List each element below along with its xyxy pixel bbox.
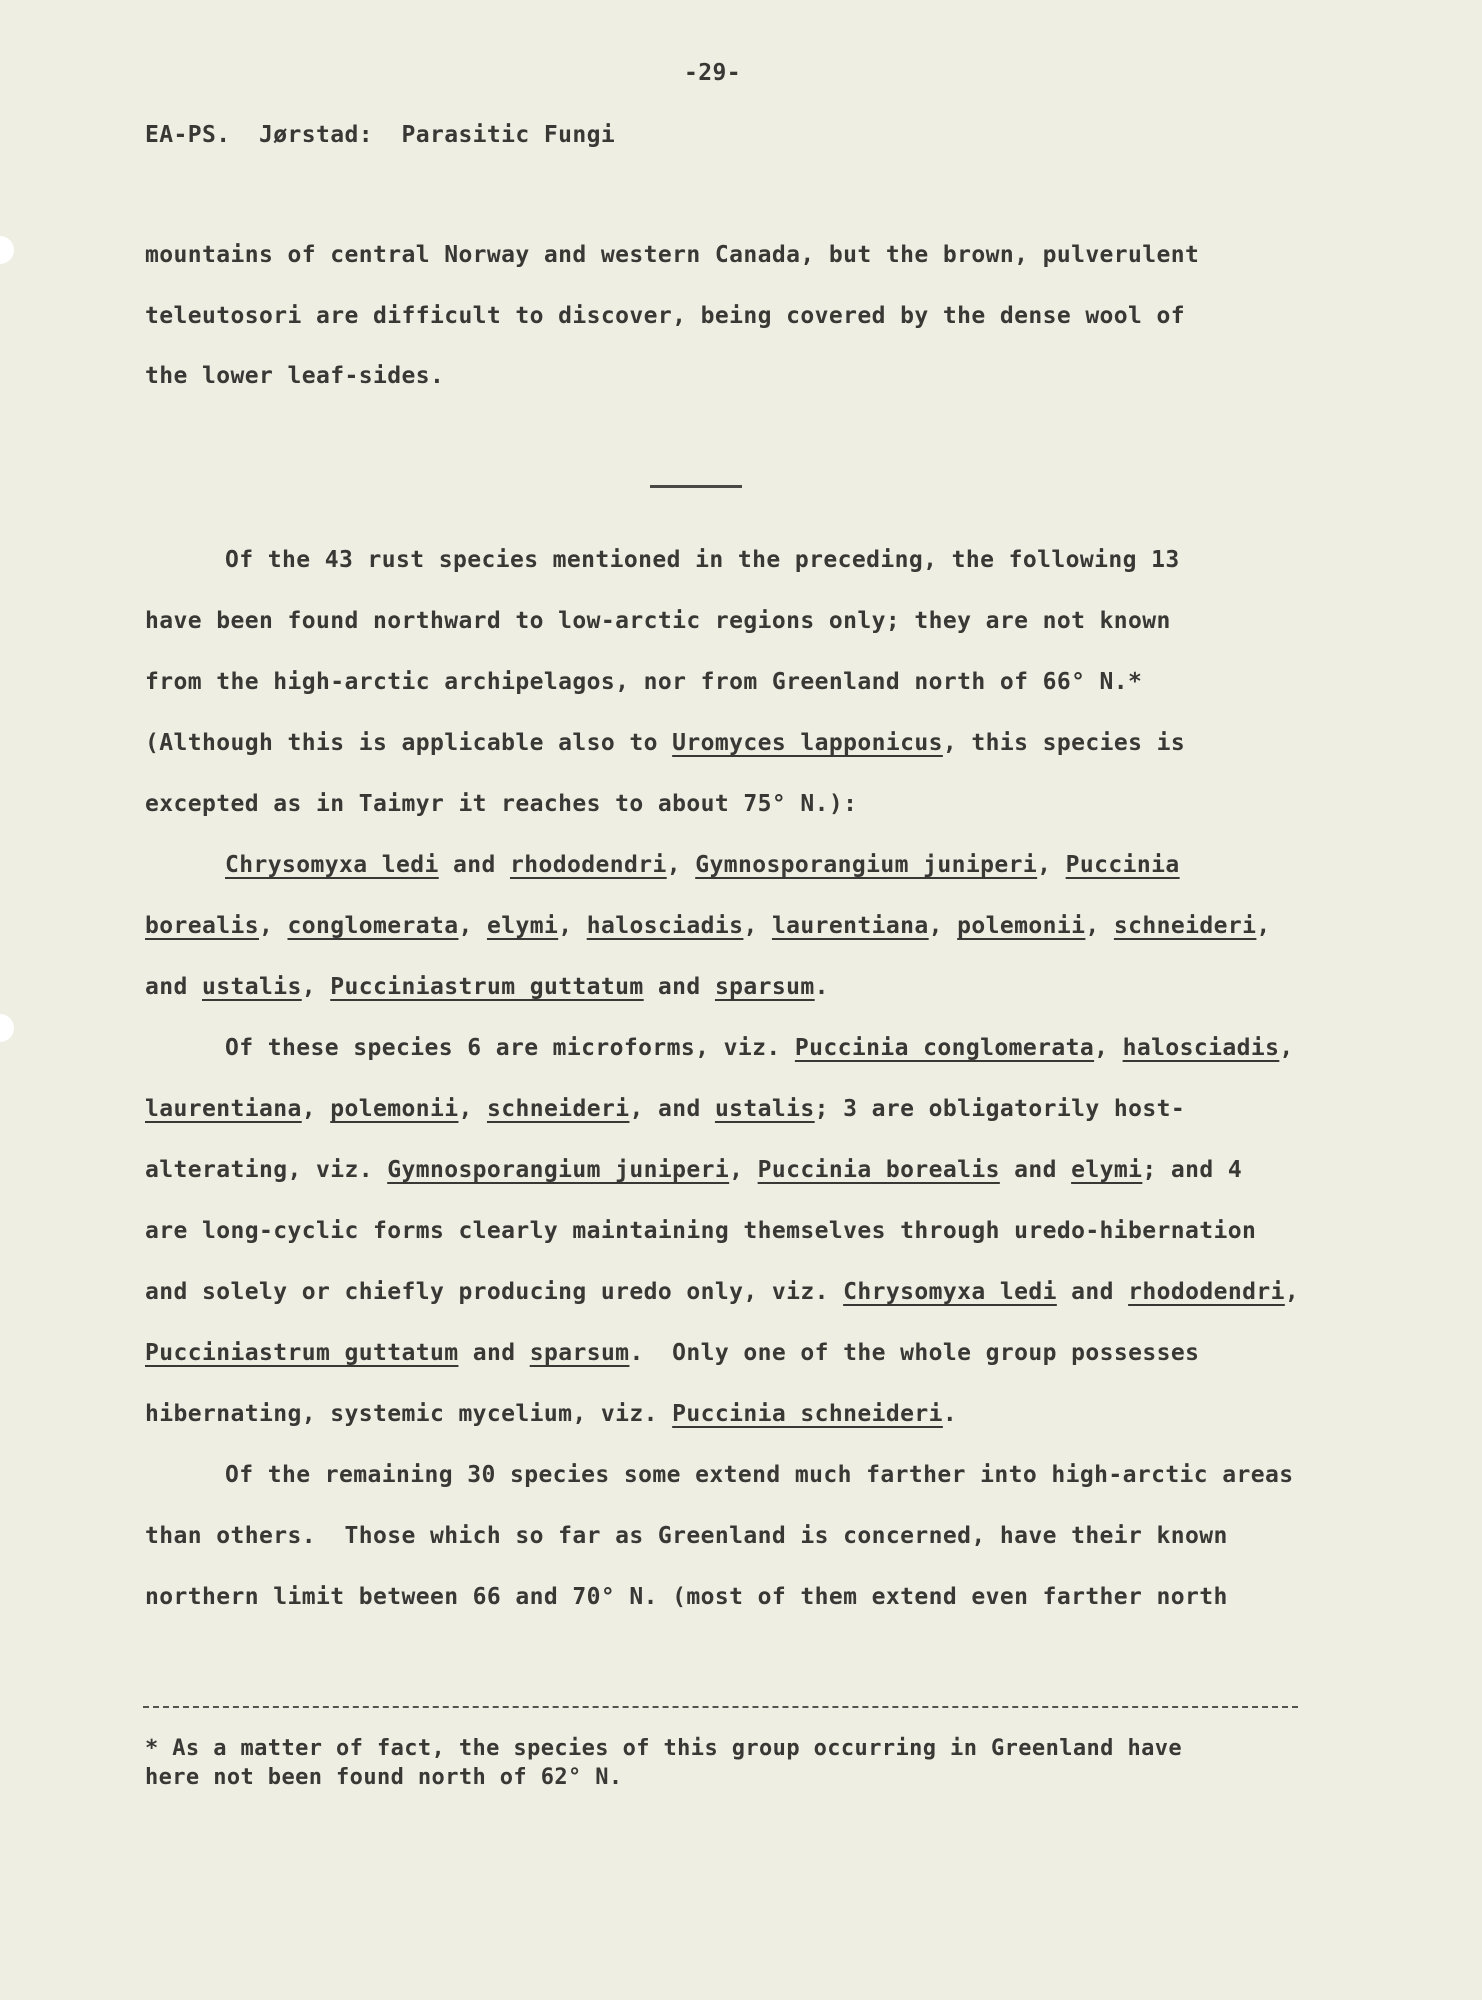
text-line: mountains of central Norway and western Canada, but the brown, pulverulent [145, 242, 1200, 268]
text-line: and solely or chiefly producing uredo only, viz. Chrysomyxa ledi and rhododendri, [145, 1279, 1300, 1305]
footnote-line: * As a matter of fact, the species of this group occurring in Greenland have [145, 1736, 1183, 1761]
page-number: -29- [684, 60, 741, 86]
punch-hole [0, 1014, 14, 1042]
text-line: laurentiana, polemonii, schneideri, and ustalis; 3 are obligatorily host- [145, 1096, 1186, 1122]
text-line: have been found northward to low-arctic regions only; they are not known [145, 608, 1171, 634]
text-line: hibernating, systemic mycelium, viz. Puccinia schneideri. [145, 1401, 958, 1427]
section-divider [650, 485, 742, 488]
text-line: excepted as in Taimyr it reaches to about 75° N.): [145, 791, 858, 817]
running-header: EA-PS. Jørstad: Parasitic Fungi [145, 122, 616, 148]
text-line: and ustalis, Pucciniastrum guttatum and sparsum. [145, 974, 829, 1000]
text-line: alterating, viz. Gymnosporangium juniperi, Puccinia borealis and elymi; and 4 [145, 1157, 1243, 1183]
text-line: northern limit between 66 and 70° N. (most of them extend even farther north [145, 1584, 1228, 1610]
text-line: from the high-arctic archipelagos, nor from Greenland north of 66° N.* [145, 669, 1143, 695]
text-line: the lower leaf-sides. [145, 363, 445, 389]
punch-hole [0, 236, 14, 264]
text-line: are long-cyclic forms clearly maintaining themselves through uredo-hibernation [145, 1218, 1257, 1244]
footnote-separator [143, 1706, 1298, 1708]
text-line: Chrysomyxa ledi and rhododendri, Gymnosporangium juniperi, Puccinia [225, 852, 1180, 878]
text-line: borealis, conglomerata, elymi, halosciadis, laurentiana, polemonii, schneideri, [145, 913, 1271, 939]
text-line: Of the remaining 30 species some extend much farther into high-arctic areas [225, 1462, 1294, 1488]
text-line: (Although this is applicable also to Uromyces lapponicus, this species is [145, 730, 1186, 756]
text-line: teleutosori are difficult to discover, being covered by the dense wool of [145, 303, 1186, 329]
text-line: than others. Those which so far as Greenland is concerned, have their known [145, 1523, 1228, 1549]
footnote-line: here not been found north of 62° N. [145, 1765, 623, 1790]
text-line: Of these species 6 are microforms, viz. Puccinia conglomerata, halosciadis, [225, 1035, 1294, 1061]
text-line: Pucciniastrum guttatum and sparsum. Only one of the whole group possesses [145, 1340, 1200, 1366]
text-line: Of the 43 rust species mentioned in the preceding, the following 13 [225, 547, 1180, 573]
